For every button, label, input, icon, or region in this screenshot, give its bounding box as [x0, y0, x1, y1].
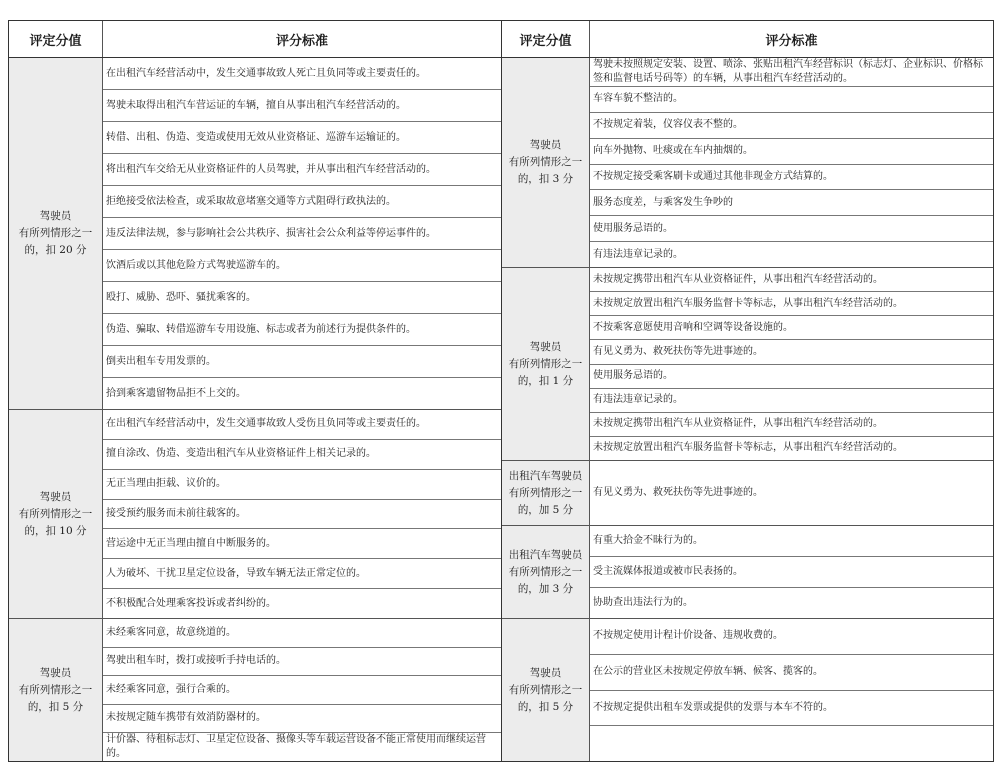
criterion-row: 在出租汽车经营活动中，发生交通事故致人受伤且负同等或主要责任的。 — [103, 410, 501, 440]
criterion-row: 无正当理由拒载、议价的。 — [103, 470, 501, 500]
score-category: 驾驶员 有所列情形之一 的，扣 1 分 — [502, 268, 590, 460]
criterion-row: 未经乘客同意，故意绕道的。 — [103, 619, 501, 648]
criterion-row: 在公示的营业区未按规定停放车辆、候客、揽客的。 — [590, 655, 993, 691]
criterion-row: 有见义勇为、救死扶伤等先进事迹的。 — [593, 487, 763, 498]
criterion-row: 未按规定携带出租汽车从业资格证件，从事出租汽车经营活动的。 — [590, 268, 993, 292]
criterion-row: 人为破坏、干扰卫星定位设备，导致车辆无法正常定位的。 — [103, 559, 501, 589]
header-scoring-standard: 评分标准 — [765, 33, 818, 49]
score-group — [502, 58, 993, 268]
score-group — [502, 526, 993, 619]
criterion-row: 向车外抛物、吐痰或在车内抽烟的。 — [590, 139, 993, 165]
criterion-row: 接受预约服务而未前往载客的。 — [103, 500, 501, 530]
criterion-row: 倒卖出租车专用发票的。 — [103, 346, 501, 378]
criterion-row: 计价器、待租标志灯、卫星定位设备、摄像头等车载运营设备不能正常使用而继续运营的。 — [106, 734, 486, 759]
criterion-row: 驾驶未按照规定安装、设置、喷涂、张贴出租汽车经营标识（标志灯、企业标识、价格标签和监督电话号码等）的车辆，从事出租汽车经营活动的。 — [590, 58, 993, 87]
score-group — [9, 619, 501, 761]
criterion-row: 服务态度差，与乘客发生争吵的 — [590, 190, 993, 216]
score-category: 驾驶员 有所列情形之一 的，扣 3 分 — [502, 58, 590, 267]
criterion-row: 饮酒后或以其他危险方式驾驶巡游车的。 — [103, 250, 501, 282]
criterion-row — [590, 726, 993, 761]
criterion-row: 拾到乘客遗留物品拒不上交的。 — [106, 387, 246, 399]
criterion-row: 在出租汽车经营活动中，发生交通事故致人死亡且负同等或主要责任的。 — [103, 58, 501, 90]
score-group — [502, 619, 993, 761]
score-category: 驾驶员 有所列情形之一 的，扣 5 分 — [9, 619, 103, 761]
criterion-row: 有见义勇为、救死扶伤等先进事迹的。 — [590, 340, 993, 364]
criterion-row: 未经乘客同意，强行合乘的。 — [103, 676, 501, 705]
table-header — [502, 21, 993, 58]
criterion-row: 有重大拾金不昧行为的。 — [590, 526, 993, 557]
criterion-row: 未按规定随车携带有效消防器材的。 — [103, 705, 501, 734]
score-category: 出租汽车驾驶员 有所列情形之一 的，加 3 分 — [502, 526, 590, 618]
score-group — [9, 58, 501, 410]
score-category: 驾驶员 有所列情形之一 的，扣 10 分 — [9, 410, 103, 618]
score-group — [502, 461, 993, 526]
criterion-row: 有违法违章记录的。 — [593, 248, 683, 260]
criterion-row: 不积极配合处理乘客投诉或者纠纷的。 — [106, 597, 276, 609]
score-category: 出租汽车驾驶员 有所列情形之一 的，加 5 分 — [502, 461, 590, 525]
header-score-value: 评定分值 — [502, 21, 590, 57]
header-scoring-standard: 评分标准 — [275, 33, 328, 49]
header-score-value: 评定分值 — [9, 21, 103, 57]
criterion-row: 未按规定携带出租汽车从业资格证件，从事出租汽车经营活动的。 — [590, 413, 993, 437]
criterion-row: 未按规定放置出租汽车服务监督卡等标志，从事出租汽车经营活动的。 — [593, 442, 903, 454]
criterion-row: 协助查出违法行为的。 — [593, 597, 693, 608]
criterion-row: 不按规定提供出租车发票或提供的发票与本车不符的。 — [590, 691, 993, 727]
criterion-row: 不按乘客意愿使用音响和空调等设备设施的。 — [590, 316, 993, 340]
scoring-table-left — [8, 20, 502, 762]
criterion-row: 转借、出租、伪造、变造或使用无效从业资格证、巡游车运输证的。 — [103, 122, 501, 154]
criterion-row: 营运途中无正当理由擅自中断服务的。 — [103, 529, 501, 559]
criterion-row: 受主流媒体报道或被市民表扬的。 — [590, 557, 993, 588]
criterion-row: 未按规定放置出租汽车服务监督卡等标志，从事出租汽车经营活动的。 — [590, 292, 993, 316]
criterion-row: 伪造、骗取、转借巡游车专用设施、标志或者为前述行为提供条件的。 — [103, 314, 501, 346]
score-category: 驾驶员 有所列情形之一 的，扣 20 分 — [9, 58, 103, 409]
criterion-row: 有违法违章记录的。 — [590, 389, 993, 413]
criterion-row: 驾驶出租车时，拨打或接听手持电话的。 — [103, 648, 501, 677]
criterion-row: 殴打、威胁、恐吓、骚扰乘客的。 — [103, 282, 501, 314]
criterion-row: 擅自涂改、伪造、变造出租汽车从业资格证件上相关记录的。 — [103, 440, 501, 470]
table-header — [9, 21, 501, 58]
score-group — [9, 410, 501, 619]
criterion-row: 违反法律法规，参与影响社会公共秩序、损害社会公众利益等停运事件的。 — [103, 218, 501, 250]
scoring-table-right — [502, 20, 994, 762]
criterion-row: 车容车貌不整洁的。 — [590, 87, 993, 113]
criterion-row: 使用服务忌语的。 — [590, 216, 993, 242]
criterion-row: 使用服务忌语的。 — [590, 365, 993, 389]
criterion-row: 驾驶未取得出租汽车营运证的车辆，擅自从事出租汽车经营活动的。 — [103, 90, 501, 122]
score-category: 驾驶员 有所列情形之一 的，扣 5 分 — [502, 619, 590, 761]
score-group — [502, 268, 993, 461]
criterion-row: 不按规定着装，仪容仪表不整的。 — [590, 113, 993, 139]
criterion-row: 不按规定使用计程计价设备、违规收费的。 — [590, 619, 993, 655]
criterion-row: 不按规定接受乘客刷卡或通过其他非现金方式结算的。 — [590, 165, 993, 191]
criterion-row: 将出租汽车交给无从业资格证件的人员驾驶，并从事出租汽车经营活动的。 — [103, 154, 501, 186]
criterion-row: 拒绝接受依法检查，或采取故意堵塞交通等方式阻碍行政执法的。 — [103, 186, 501, 218]
